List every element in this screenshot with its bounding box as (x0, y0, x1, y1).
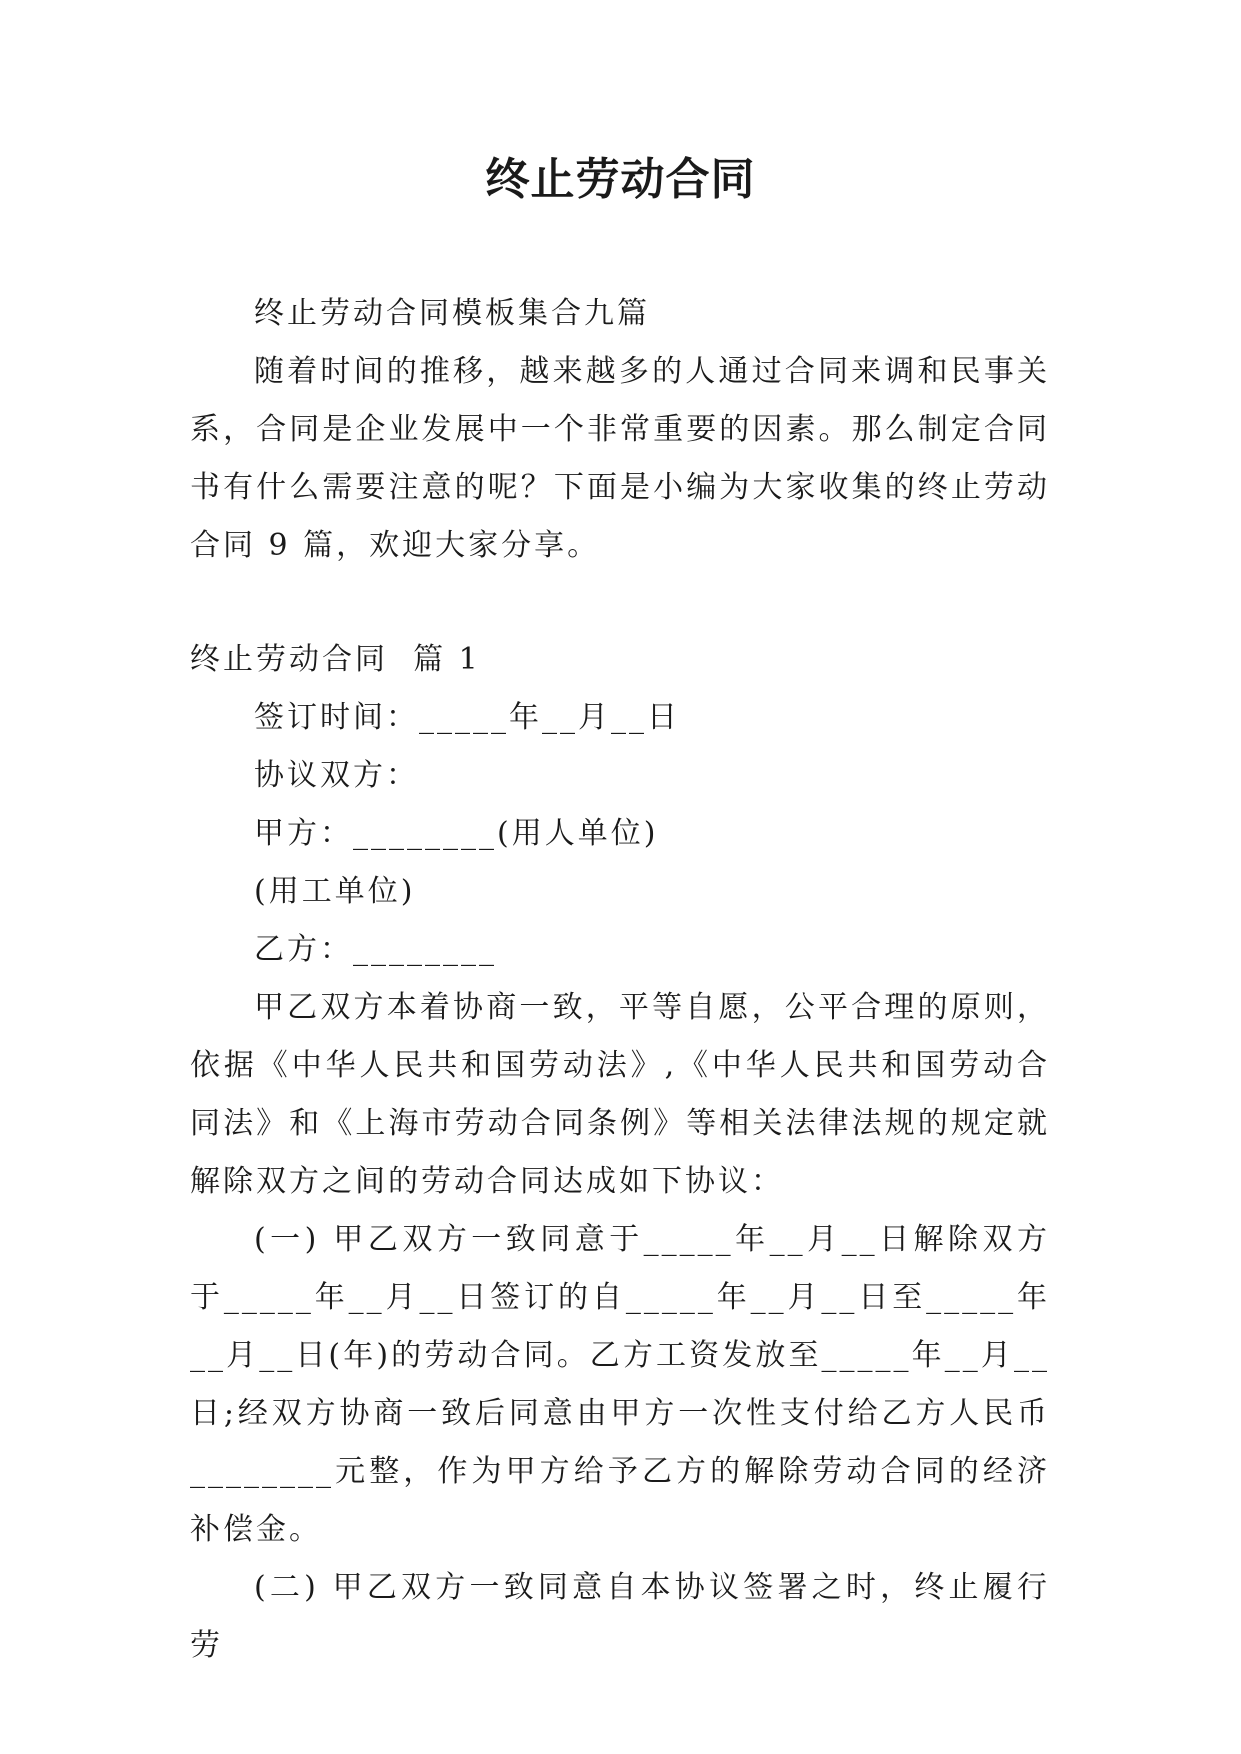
clause-1-paragraph: (一) 甲乙双方一致同意于_____年__月__日解除双方于_____年__月__日签订的自_____年__月__日至_____年__月__日(年)的劳动合同。乙方工资发放至_____年__月__日;经双方协商一致后同意由甲方一次性支付给乙方人民币________元整，作为甲方给予乙方的解除劳动合同的经济补偿金。 (190, 1222, 1050, 1547)
paragraph-gap (190, 575, 1050, 631)
employer-unit-line: (用工单位) (254, 874, 416, 909)
clause-2-paragraph: (二) 甲乙双方一致同意自本协议签署之时，终止履行劳 (190, 1570, 1050, 1663)
sign-time-line: 签订时间：_____年__月__日 (254, 700, 680, 735)
basis-paragraph: 甲乙双方本着协商一致，平等自愿，公平合理的原则，依据《中华人民共和国劳动法》,《中华人民共和国劳动合同法》和《上海市劳动合同条例》等相关法律法规的规定就解除双方之间的劳动合同达成如下协议： (190, 990, 1050, 1199)
document-title: 终止劳动合同 (485, 154, 756, 205)
document-body (190, 285, 1050, 1675)
section-heading: 终止劳动合同 篇 1 (190, 642, 481, 677)
subtitle-paragraph: 终止劳动合同模板集合九篇 (254, 296, 650, 331)
party-a-line: 甲方：________(用人单位) (254, 816, 659, 851)
party-b-line: 乙方：________ (254, 932, 497, 967)
intro-paragraph: 随着时间的推移，越来越多的人通过合同来调和民事关系，合同是企业发展中一个非常重要的因素。那么制定合同书有什么需要注意的呢？下面是小编为大家收集的终止劳动合同 9 篇，欢迎大家分享。 (190, 354, 1050, 563)
parties-line: 协议双方： (254, 758, 419, 793)
